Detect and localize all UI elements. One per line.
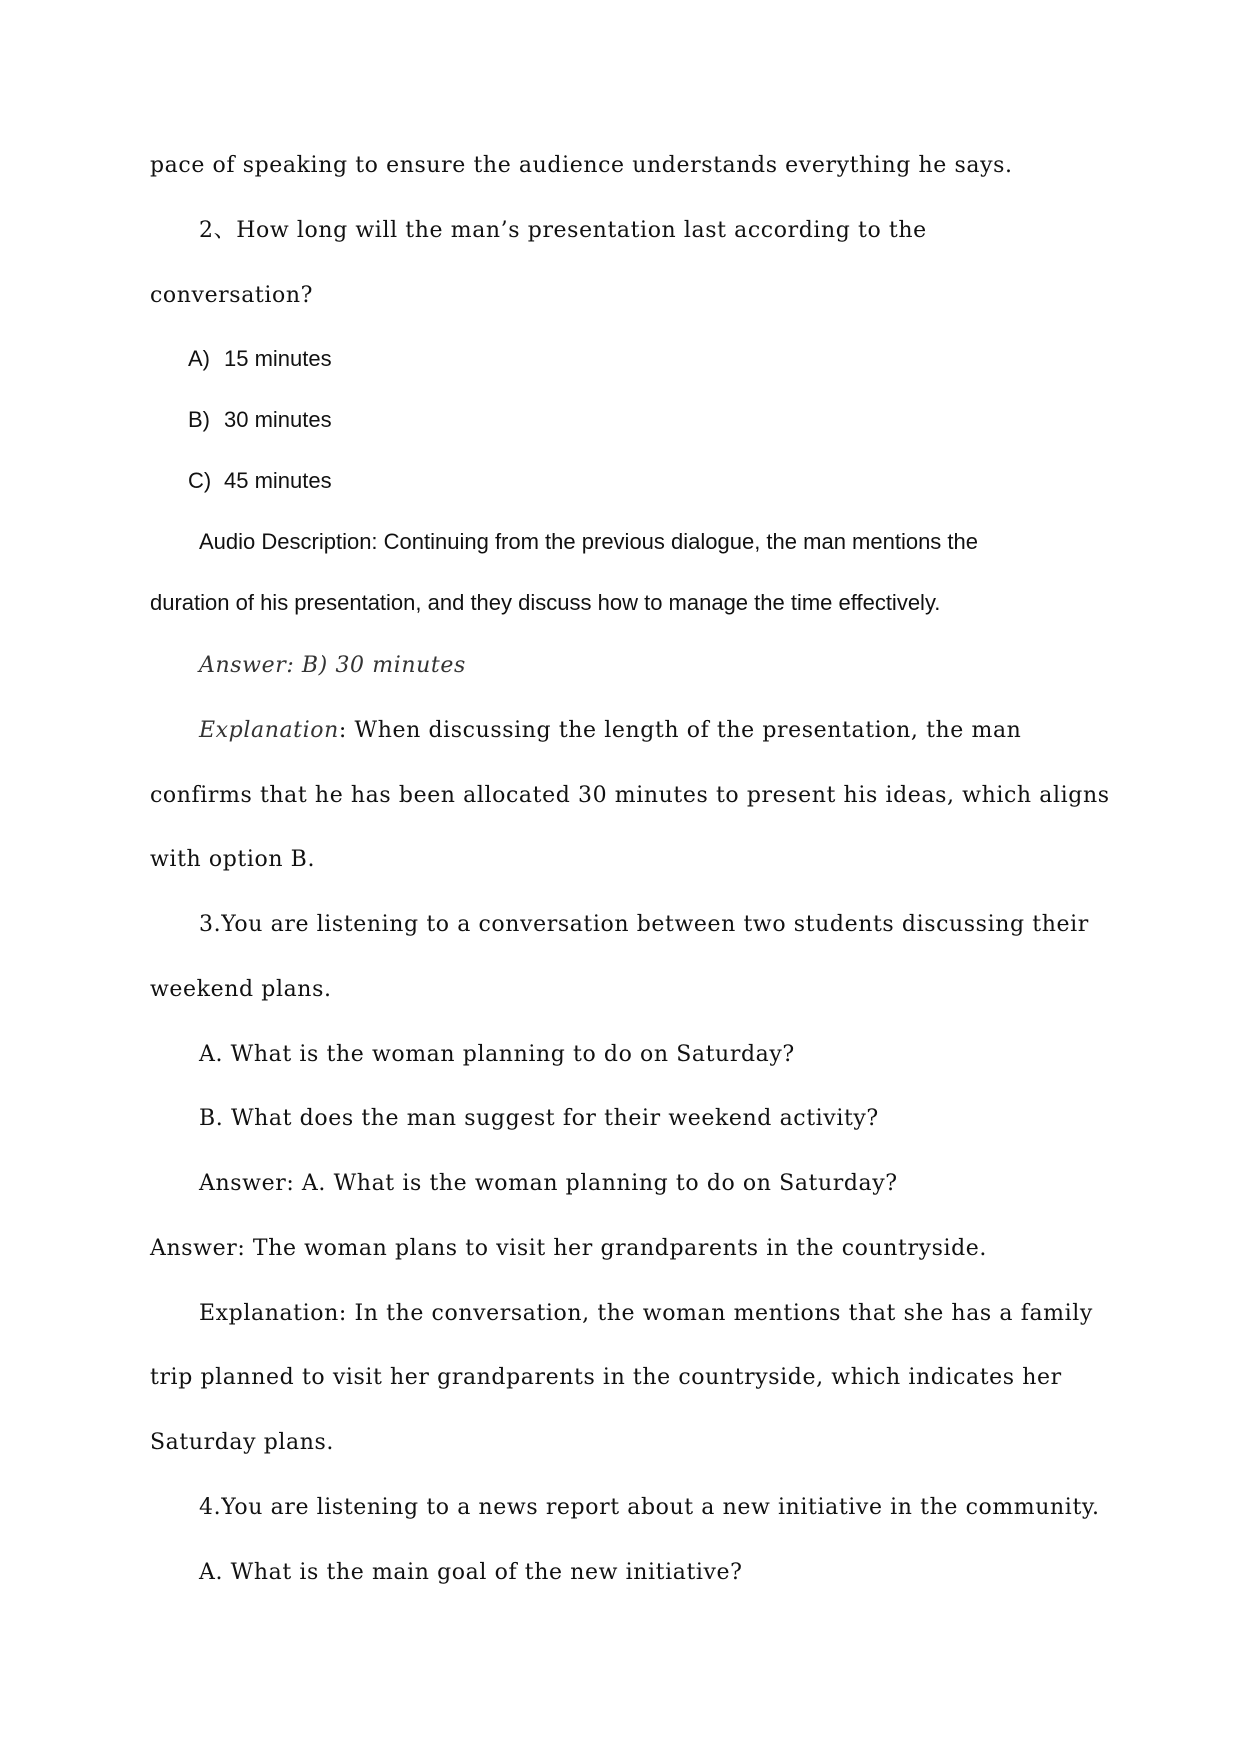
explanation-2-text: : When discussing the length of the presentation, the man: [338, 718, 1022, 743]
question-3-option-a: A. What is the woman planning to do on Saturday?: [199, 1042, 795, 1067]
explanation-3-line-2: trip planned to visit her grandparents in the countryside, which indicates her: [150, 1365, 1062, 1390]
explanation-label: Explanation: [199, 718, 339, 743]
option-a-text: 15 minutes: [224, 346, 332, 371]
option-b-text: 30 minutes: [224, 407, 332, 432]
option-c-text: 45 minutes: [224, 468, 332, 493]
answer-2: Answer: B) 30 minutes: [199, 653, 466, 678]
explanation-3-line-3: Saturday plans.: [150, 1430, 335, 1455]
question-3-line-2: weekend plans.: [150, 977, 332, 1002]
audio-description-line-1: Audio Description: Continuing from the previous dialogue, the man mentions the: [199, 529, 979, 554]
question-3-answer-2: Answer: The woman plans to visit her grandparents in the countryside.: [150, 1236, 988, 1261]
explanation-3-line-1: Explanation: In the conversation, the woman mentions that she has a family: [199, 1301, 1093, 1326]
question-2-line-2: conversation?: [150, 283, 313, 308]
explanation-2-line-1: [199, 716, 1021, 746]
option-b: [188, 405, 332, 435]
text-line: pace of speaking to ensure the audience understands everything he says.: [150, 153, 1013, 178]
option-a-letter: A): [188, 346, 210, 371]
explanation-2-line-2: confirms that he has been allocated 30 minutes to present his ideas, which aligns: [150, 783, 1110, 808]
option-a: [188, 344, 332, 374]
audio-description-line-2: duration of his presentation, and they discuss how to manage the time effectively.: [150, 590, 941, 615]
question-3-line-1: 3.You are listening to a conversation between two students discussing their: [199, 912, 1089, 937]
question-3-answer-1: Answer: A. What is the woman planning to do on Saturday?: [199, 1171, 898, 1196]
option-c-letter: C): [188, 468, 212, 493]
question-2-line-1: 2、How long will the man’s presentation last according to the: [199, 218, 927, 243]
question-3-option-b: B. What does the man suggest for their weekend activity?: [199, 1106, 879, 1131]
option-b-letter: B): [188, 407, 210, 432]
question-4-line-1: 4.You are listening to a news report about a new initiative in the community.: [199, 1495, 1100, 1520]
question-4-option-a: A. What is the main goal of the new initiative?: [199, 1560, 743, 1585]
option-c: [188, 466, 332, 496]
explanation-2-line-3: with option B.: [150, 847, 316, 872]
